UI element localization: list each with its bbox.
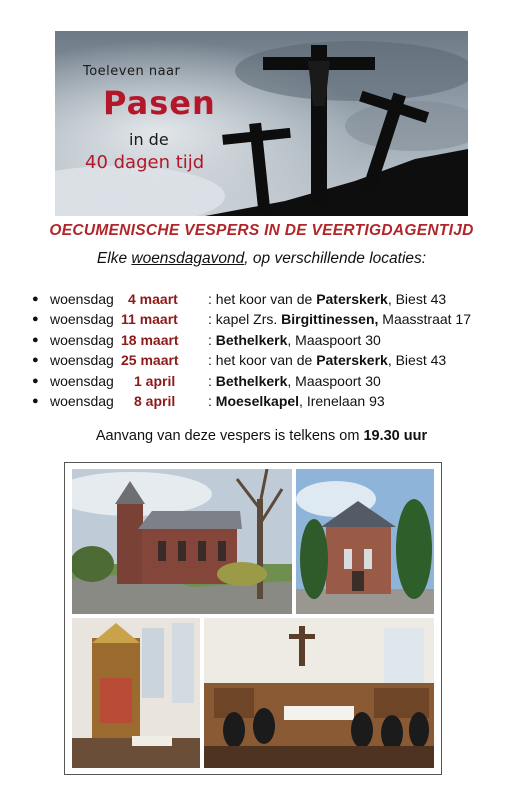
location-name: Bethelkerk bbox=[215, 331, 288, 348]
subtitle bbox=[0, 250, 523, 268]
schedule-location bbox=[208, 330, 381, 350]
schedule-day: woensdag bbox=[50, 372, 114, 389]
schedule-item bbox=[30, 371, 510, 391]
schedule-date: 4 maart bbox=[128, 291, 178, 307]
schedule-list bbox=[30, 289, 510, 411]
location-name: Paterskerk bbox=[316, 291, 388, 307]
location-prefix: : kapel Zrs. bbox=[208, 311, 282, 328]
subtitle-suffix: , op verschillende locaties: bbox=[244, 250, 427, 267]
page-title: OECUMENISCHE VESPERS IN DE VEERTIGDAGENTIJD bbox=[49, 222, 474, 239]
location-name: Birgittinessen, bbox=[281, 311, 379, 328]
schedule-day: woensdag bbox=[50, 291, 114, 307]
bullet-icon: ● bbox=[32, 293, 39, 305]
schedule-date: 1 april bbox=[134, 372, 176, 389]
location-prefix: : het koor van de bbox=[208, 291, 317, 307]
schedule-item bbox=[30, 309, 510, 329]
photo-collage bbox=[64, 462, 442, 775]
bullet-icon: ● bbox=[32, 313, 39, 326]
bullet-icon: ● bbox=[32, 333, 39, 346]
location-prefix: : bbox=[208, 331, 216, 348]
bullet-icon: ● bbox=[32, 354, 39, 367]
schedule-location bbox=[208, 391, 385, 411]
schedule-item bbox=[30, 350, 510, 370]
location-prefix: : bbox=[208, 372, 216, 389]
photo-altar-interior bbox=[72, 618, 200, 768]
location-address: , Maaspoort 30 bbox=[287, 372, 381, 389]
bullet-icon: ● bbox=[32, 374, 39, 387]
schedule-day: woensdag bbox=[50, 311, 114, 328]
start-time-value: 19.30 uur bbox=[363, 428, 428, 444]
banner-40-dagen: 40 dagen tijd bbox=[85, 152, 205, 173]
schedule-location bbox=[208, 371, 381, 391]
schedule-item bbox=[30, 330, 510, 350]
location-prefix: : bbox=[208, 392, 216, 409]
location-address: Maasstraat 17 bbox=[378, 311, 471, 328]
subtitle-prefix: Elke bbox=[96, 250, 132, 267]
location-address: , Maaspoort 30 bbox=[287, 331, 381, 348]
location-name: Moeselkapel bbox=[215, 392, 300, 409]
schedule-location bbox=[208, 289, 446, 309]
location-address: , Irenelaan 93 bbox=[299, 392, 385, 409]
start-time-note bbox=[0, 428, 523, 444]
schedule-location bbox=[208, 350, 446, 370]
schedule-item bbox=[30, 289, 510, 309]
schedule-location bbox=[208, 309, 471, 329]
schedule-date: 11 maart bbox=[121, 311, 178, 328]
schedule-item bbox=[30, 391, 510, 411]
schedule-day: woensdag bbox=[50, 352, 114, 369]
schedule-day: woensdag bbox=[50, 331, 114, 348]
location-address: , Biest 43 bbox=[387, 352, 447, 369]
schedule-date: 25 maart bbox=[121, 352, 179, 369]
location-name: Paterskerk bbox=[316, 352, 388, 369]
start-time-text: Aanvang van deze vespers is telkens om bbox=[95, 428, 364, 444]
location-prefix: : het koor van de bbox=[208, 352, 317, 369]
banner-image bbox=[55, 31, 468, 216]
schedule-date: 8 april bbox=[134, 392, 176, 409]
photo-birgittinessen bbox=[296, 469, 434, 614]
location-name: Bethelkerk bbox=[215, 372, 288, 389]
location-address: , Biest 43 bbox=[387, 291, 447, 307]
banner-in-de: in de bbox=[129, 130, 169, 149]
banner-pasen: Pasen bbox=[103, 84, 216, 122]
schedule-day: woensdag bbox=[50, 392, 114, 409]
banner-line-toeleven: Toeleven naar bbox=[83, 64, 181, 79]
subtitle-underlined: woensdagavond bbox=[131, 250, 245, 267]
photo-chapel-interior bbox=[204, 618, 434, 768]
schedule-date: 18 maart bbox=[121, 331, 179, 348]
photo-paterskerk bbox=[72, 469, 292, 614]
bullet-icon: ● bbox=[32, 394, 39, 407]
